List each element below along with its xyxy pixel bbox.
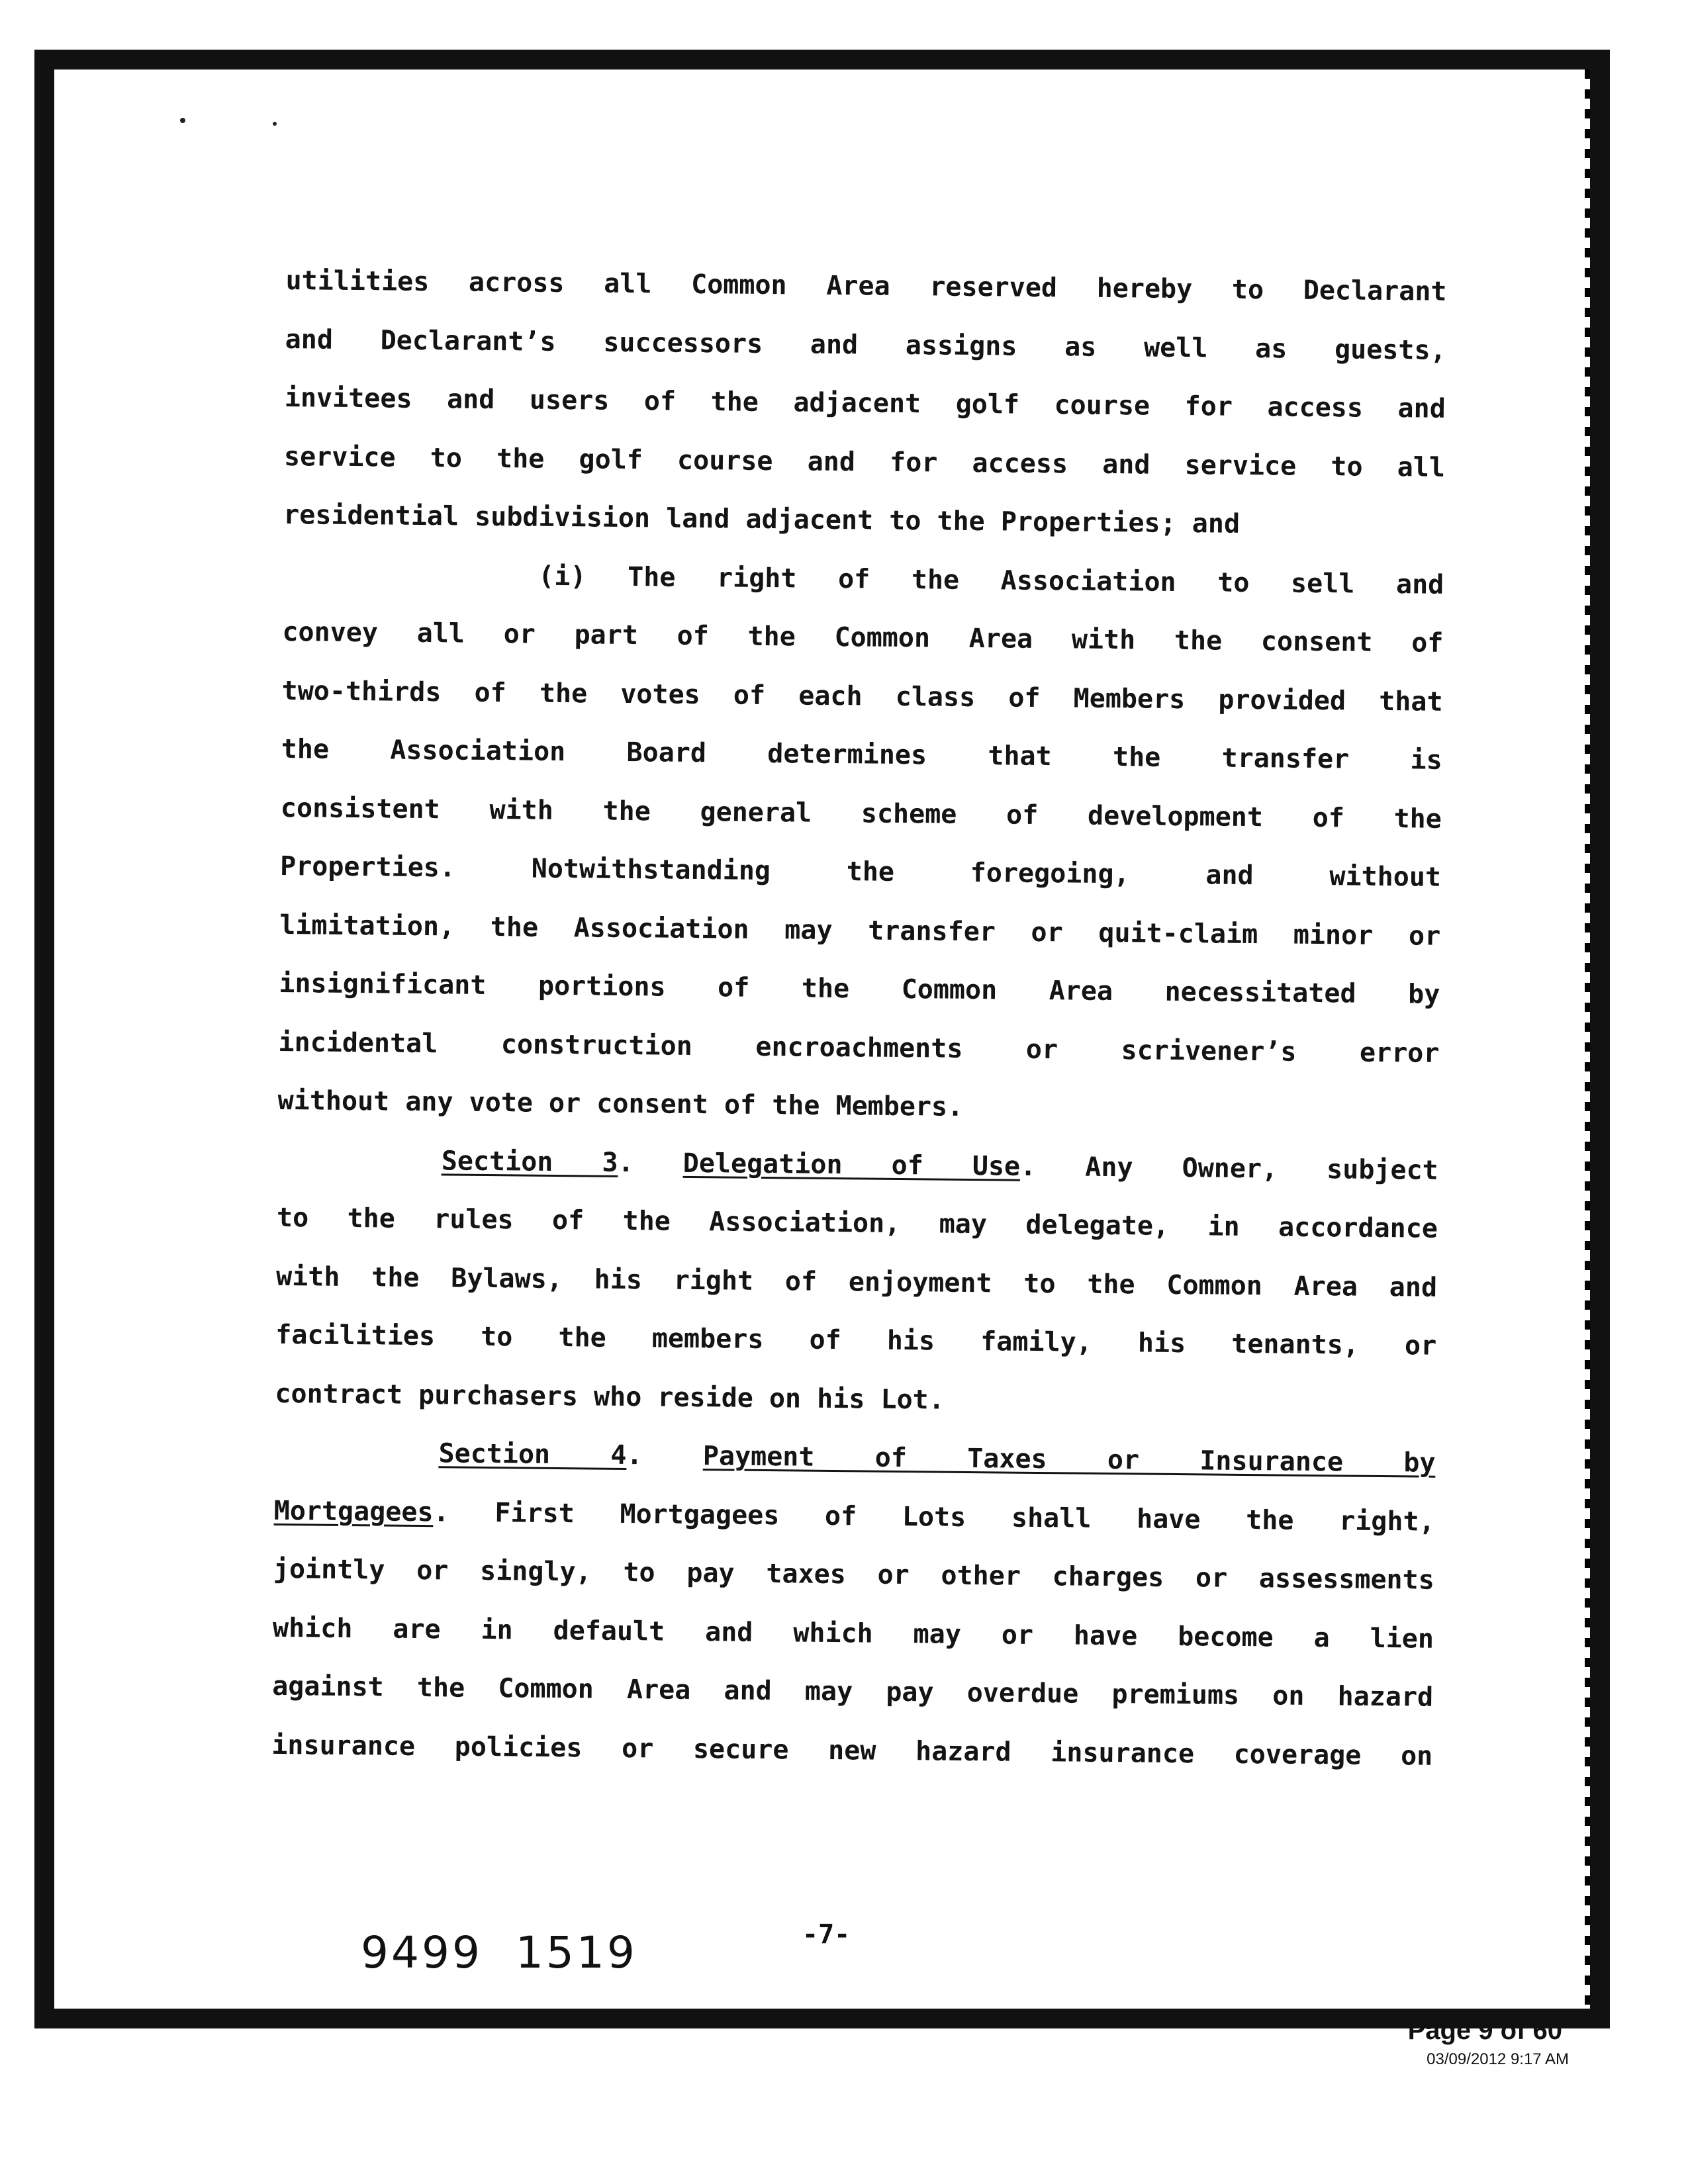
- text-line: with the Bylaws, his right of enjoyment to the Common Area and: [275, 1261, 1438, 1303]
- text-line: consistent with the general scheme of development of the: [280, 792, 1442, 835]
- text-line: insurance policies or secure new hazard insurance coverage on: [271, 1729, 1433, 1772]
- section-4-title-part1: Payment of Taxes or Insurance by: [702, 1441, 1436, 1479]
- text-line: insignificant portions of the Common Area necessitated by: [279, 968, 1440, 1010]
- section-3-heading-line: Section 3. Delegation of Use. Any Owner, subject: [441, 1145, 1438, 1186]
- text-line: convey all or part of the Common Area with the consent of: [282, 616, 1444, 659]
- text-line: utilities across all Common Area reserved hereby to Declarant: [285, 265, 1447, 307]
- text-line: service to the golf course and for access and service to all: [283, 441, 1446, 483]
- text-line: jointly or singly, to pay taxes or other charges or assessments: [273, 1553, 1435, 1596]
- page-number: -7-: [802, 1919, 851, 1950]
- text-line: incidental construction encroachments or scrivener’s error: [278, 1026, 1440, 1069]
- section-4-heading-line: Section 4. Payment of Taxes or Insurance by: [438, 1438, 1436, 1479]
- section-4-text: First Mortgagees of Lots shall have the right,: [494, 1497, 1435, 1537]
- text-line: against the Common Area and may pay overdue premiums on hazard: [271, 1670, 1434, 1713]
- section-3-number: Section 3: [441, 1145, 618, 1178]
- text-line: two-thirds of the votes of each class of Members provided that: [281, 675, 1443, 717]
- scan-edge-noise: [1585, 69, 1590, 2009]
- section-4-title-part2: Mortgagees: [273, 1495, 434, 1527]
- text-line: contract purchasers who reside on his Lot.: [275, 1378, 945, 1416]
- text-line: facilities to the members of his family, his tenants, or: [275, 1319, 1437, 1361]
- scan-speck: [273, 122, 277, 126]
- text-line: and Declarant’s successors and assigns as well as guests,: [285, 324, 1446, 366]
- section-3-text: Any Owner, subject: [1085, 1152, 1438, 1186]
- text-line: (i) The right of the Association to sell and: [538, 561, 1444, 600]
- text-line: the Association Board determines that the transfer is: [281, 733, 1442, 776]
- section-4-title-line: Mortgagees. First Mortgagees of Lots shall have the right,: [273, 1495, 1435, 1537]
- text-line: which are in default and which may or have become a lien: [272, 1612, 1434, 1655]
- book-page-number: 9499 1519: [361, 1927, 637, 1978]
- section-3-title: Delegation of Use: [682, 1148, 1021, 1182]
- text-line: residential subdivision land adjacent to the Properties; and: [283, 499, 1241, 539]
- timestamp: 03/09/2012 9:17 AM: [1427, 2050, 1569, 2068]
- section-4-number: Section 4: [438, 1438, 627, 1471]
- text-line: limitation, the Association may transfer or quit-claim minor or: [279, 909, 1441, 952]
- text-line: Properties. Notwithstanding the foregoing, and without: [279, 850, 1442, 893]
- text-line: without any vote or consent of the Members.: [277, 1085, 964, 1122]
- page-of-label: Page 9 of 60: [1407, 2016, 1562, 2045]
- text-line: invitees and users of the adjacent golf course for access and: [284, 382, 1446, 424]
- scan-speck: [180, 118, 185, 123]
- document-body: [271, 251, 1447, 1786]
- text-line: to the rules of the Association, may delegate, in accordance: [276, 1202, 1438, 1244]
